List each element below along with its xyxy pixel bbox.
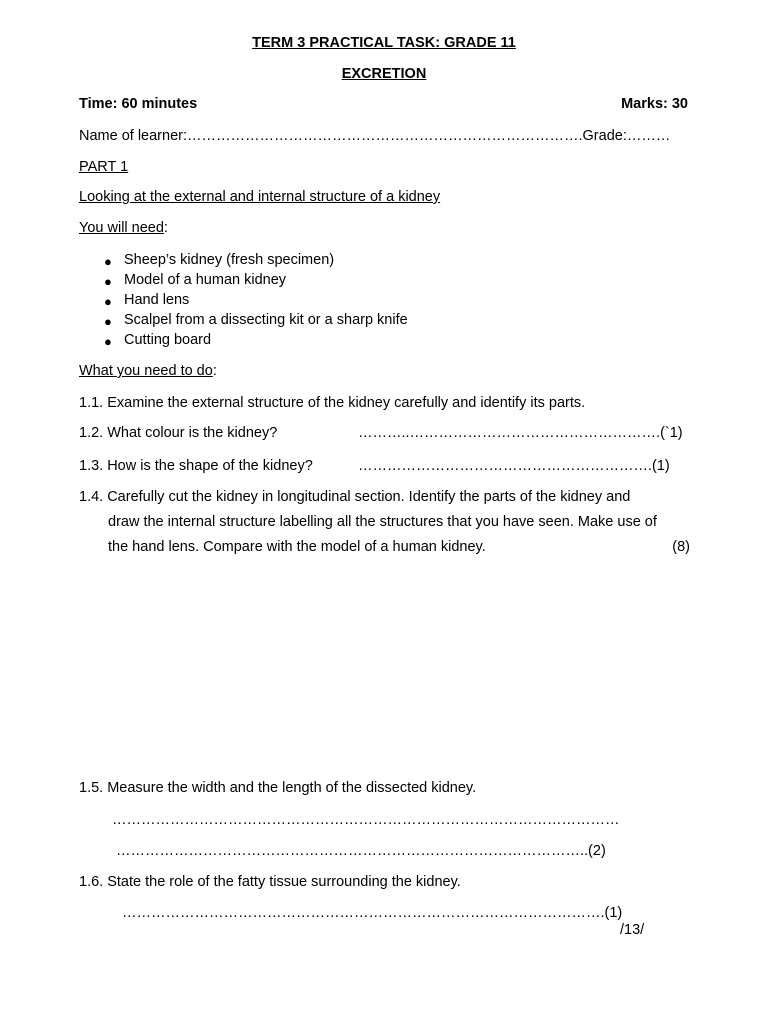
answer-line-1-5-b: ……………………………………………………………………………………..(2) [116,843,606,859]
document-subtitle: EXCRETION [341,66,427,82]
bullet-icon: ● [104,294,112,309]
question-1-4-line-2: draw the internal structure labelling all the structures that you have seen. Make use of [108,514,657,530]
document-title: TERM 3 PRACTICAL TASK: GRADE 11 [252,35,516,51]
page-total: /13/ [620,922,645,938]
question-1-2: 1.2. What colour is the kidney? [79,425,278,441]
what-to-do-label: What you need to do: [79,363,217,379]
learner-name-line: Name of learner:……………………………………………………………………….Grade:……… [79,128,671,144]
question-1-6: 1.6. State the role of the fatty tissue surrounding the kidney. [79,874,461,890]
drawing-area[interactable] [79,565,689,770]
marks-label: Marks: 30 [621,96,688,112]
question-1-4-marks: (8) [672,539,690,555]
part-label: PART 1 [79,159,129,175]
question-1-4-line-1: 1.4. Carefully cut the kidney in longitudinal section. Identify the parts of the kidney and [79,489,631,505]
question-1-3: 1.3. How is the shape of the kidney? [79,458,313,474]
list-item-label: Sheep’s kidney (fresh specimen) [124,252,335,268]
list-item-label: Scalpel from a dissecting kit or a sharp knife [124,312,408,328]
list-item-label: Cutting board [124,332,212,348]
bullet-icon: ● [104,334,112,349]
answer-line-1-3: …………………………………………………….(1) [358,458,670,474]
answer-line-1-5-a: …………………………………………………………………………………………… [112,812,620,828]
bullet-icon: ● [104,254,112,269]
answer-line-1-2: ………..…………………………………………….(`1) [358,425,683,441]
you-will-need-label: You will need: [79,220,168,236]
question-1-1: 1.1. Examine the external structure of the kidney carefully and identify its parts. [79,395,586,411]
question-1-4-line-3: the hand lens. Compare with the model of a human kidney. [108,539,486,555]
bullet-icon: ● [104,274,112,289]
list-item-label: Model of a human kidney [124,272,287,288]
question-1-5: 1.5. Measure the width and the length of the dissected kidney. [79,780,477,796]
list-item-label: Hand lens [124,292,190,308]
section-heading: Looking at the external and internal structure of a kidney [79,189,441,205]
bullet-icon: ● [104,314,112,329]
time-label: Time: 60 minutes [79,96,198,112]
answer-line-1-6: ……………………………………………………………………………………….(1) [122,905,623,921]
